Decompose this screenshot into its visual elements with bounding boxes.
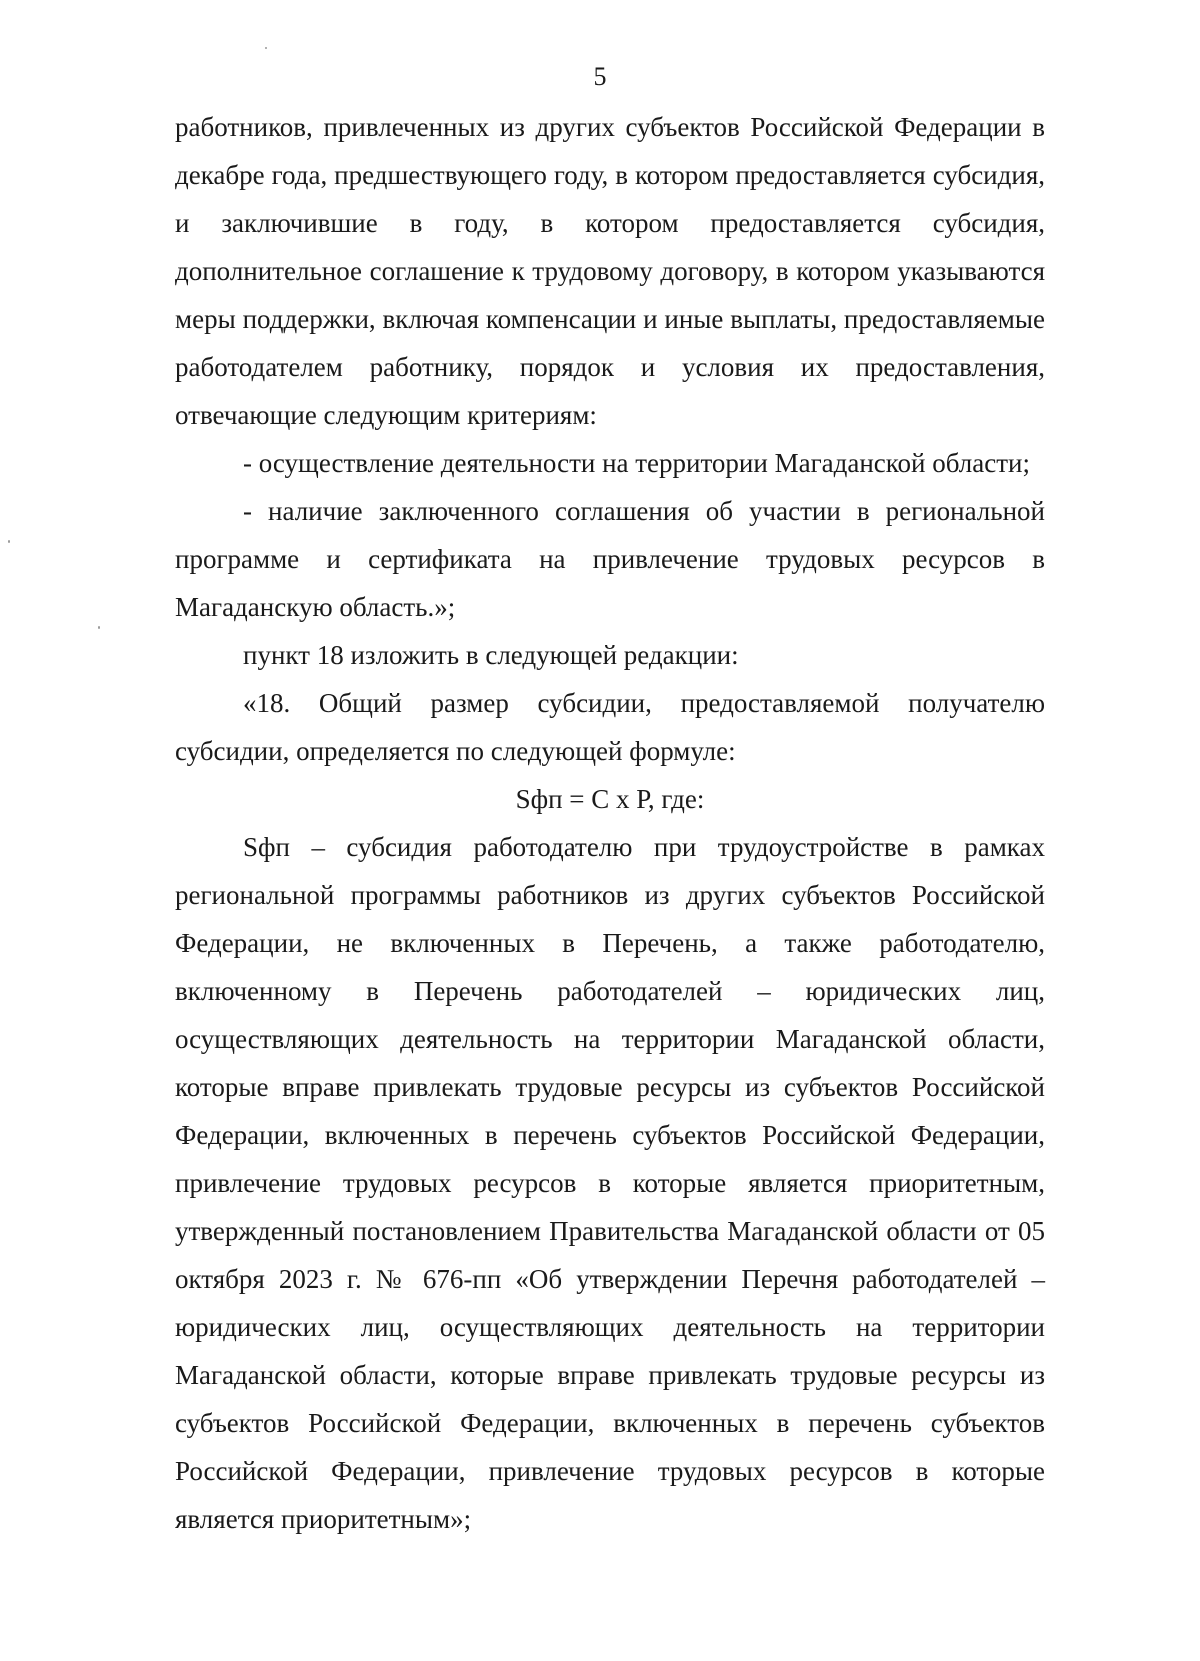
paragraph-item-18: «18. Общий размер субсидии, предоставляемой получателю субсидии, определяется по следующей формуле: [175, 688, 1045, 766]
scan-speck [98, 626, 100, 629]
subsidy-formula: Sфп = С х Р, где: [515, 784, 705, 814]
document-body [175, 103, 1045, 1543]
paragraph-employees-criteria: работников, привлеченных из других субъектов Российской Федерации в декабре года, предшествующего году, в котором предоставляется субсидия, и заключившие в году, в котором предоставляется субсидия, дополнительное соглашение к трудовому договору, в котором указываются меры поддержки, включая компенсации и иные выплаты, предоставляемые работодателем работнику, порядок и условия их предоставления, отвечающие следующим критериям: [175, 112, 1045, 430]
page-number: 5 [593, 62, 607, 91]
paragraph-formula-definition: Sфп – субсидия работодателю при трудоустройстве в рамках региональной программы работников из других субъектов Российской Федерации, не включенных в Перечень, а также работодателю, включенному в Перечень работодателей – юридических лиц, осуществляющих деятельность на территории Магаданской области, которые вправе привлекать трудовые ресурсы из субъектов Российской Федерации, включенных в перечень субъектов Российской Федерации, привлечение трудовых ресурсов в которые является приоритетным, утвержденный постановлением Правительства Магаданской области от 05 октября 2023 г. № 676-пп «Об утверждении Перечня работодателей – юридических лиц, осуществляющих деятельность на территории Магаданской области, которые вправе привлекать трудовые ресурсы из субъектов Российской Федерации, включенных в перечень субъектов Российской Федерации, привлечение трудовых ресурсов в которые является приоритетным»; [175, 832, 1045, 1534]
scan-speck [265, 47, 267, 49]
scan-speck [8, 540, 10, 543]
paragraph-item-18-intro: пункт 18 изложить в следующей редакции: [243, 640, 739, 670]
paragraph-criterion-activity: - осуществление деятельности на территории Магаданской области; [243, 448, 1030, 478]
paragraph-criterion-agreement: - наличие заключенного соглашения об участии в региональной программе и сертификата на привлечение трудовых ресурсов в Магаданскую область.»; [175, 496, 1045, 622]
